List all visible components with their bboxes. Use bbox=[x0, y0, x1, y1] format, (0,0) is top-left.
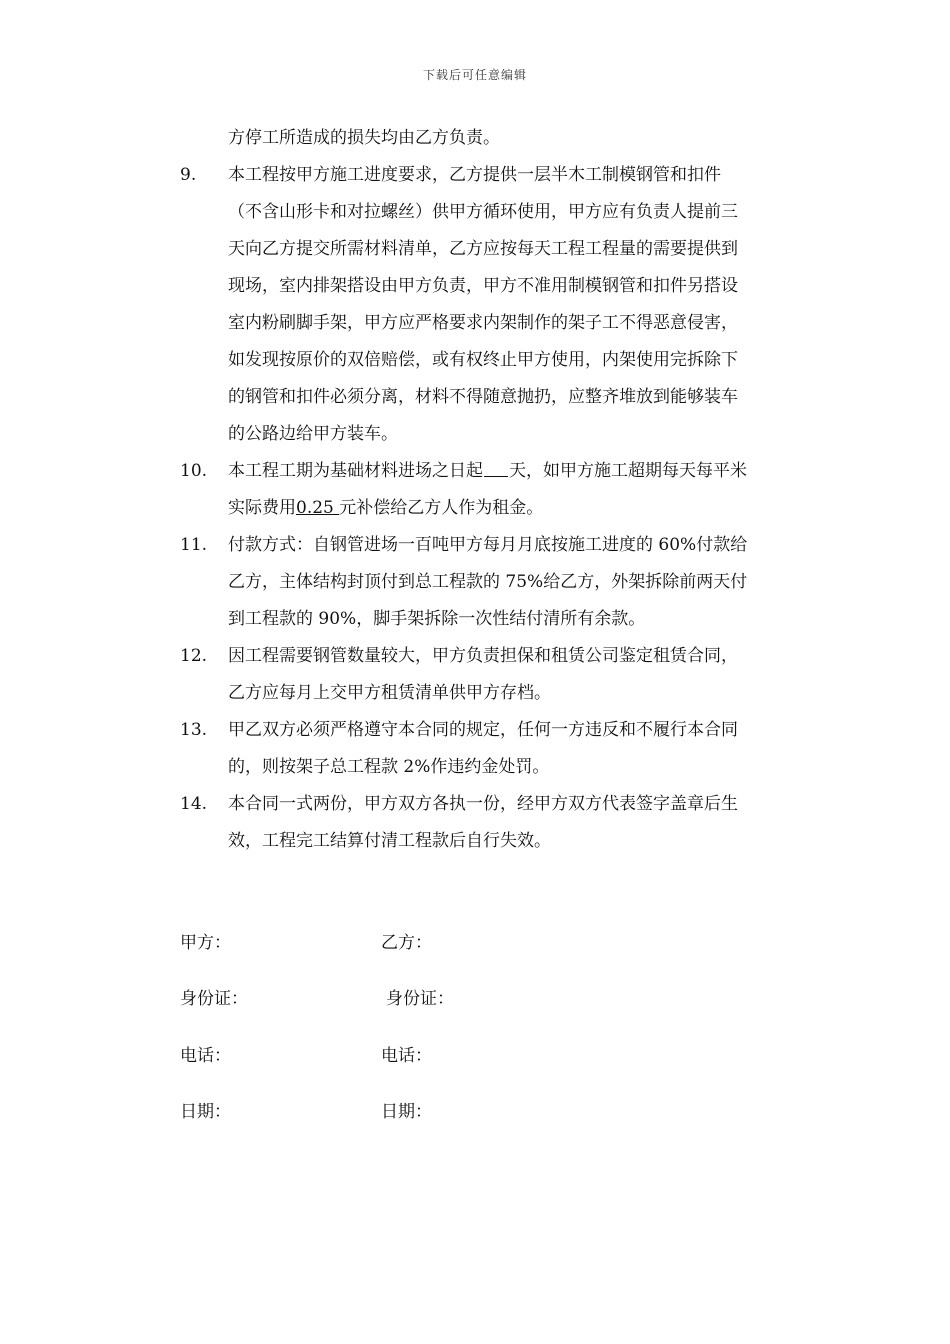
header-note: 下载后可任意编辑 bbox=[422, 68, 527, 82]
clause-14 bbox=[180, 786, 810, 860]
clause-text: 实际费用 bbox=[228, 498, 296, 518]
clause-line: 本合同一式两份，甲方双方各执一份，经甲方双方代表签字盖章后生 bbox=[228, 794, 738, 814]
clause-line: 的，则按架子总工程款 2%作违约金处罚。 bbox=[228, 757, 550, 777]
clause-line: 室内粉刷脚手架，甲方应严格要求内架制作的架子工不得恶意侵害， bbox=[228, 313, 738, 333]
phone-b-label: 电话： bbox=[381, 1046, 432, 1066]
clause-line: 甲乙双方必须严格遵守本合同的规定，任何一方违反和不履行本合同 bbox=[228, 720, 738, 740]
clause-13 bbox=[180, 712, 810, 786]
date-a-label: 日期： bbox=[180, 1102, 231, 1122]
clause-line: 效，工程完工结算付清工程款后自行失效。 bbox=[228, 831, 551, 851]
clause-line: 本工程按甲方施工进度要求，乙方提供一层半木工制模钢管和扣件 bbox=[228, 165, 721, 185]
continuation-line: 方停工所造成的损失均由乙方负责。 bbox=[228, 128, 500, 148]
contract-body bbox=[180, 120, 810, 860]
party-b-label: 乙方： bbox=[381, 933, 432, 953]
id-b-label: 身份证： bbox=[386, 989, 454, 1009]
clause-number: 11. bbox=[180, 535, 208, 555]
clause-number: 14. bbox=[180, 794, 208, 814]
clause-line: 付款方式：自钢管进场一百吨甲方每月月底按施工进度的 60%付款给 bbox=[228, 535, 748, 555]
clause-line: 天向乙方提交所需材料清单，乙方应按每天工程工程量的需要提供到 bbox=[228, 239, 738, 259]
party-a-label: 甲方： bbox=[180, 933, 231, 953]
clause-line: 乙方，主体结构封顶付到总工程款的 75%给乙方，外架拆除前两天付 bbox=[228, 572, 748, 592]
clause-number: 13. bbox=[180, 720, 208, 740]
clause-text: 本工程工期为基础材料进场之日起 bbox=[228, 461, 483, 481]
clause-number: 9. bbox=[180, 165, 197, 185]
clause-12 bbox=[180, 638, 810, 712]
clause-10 bbox=[180, 453, 810, 527]
clause-number: 10. bbox=[180, 461, 208, 481]
clause-9 bbox=[180, 157, 810, 453]
fill-in-blank bbox=[484, 459, 508, 477]
clause-text: 元补偿给乙方人作为租金。 bbox=[339, 498, 544, 518]
clause-line: 乙方应每月上交甲方租赁清单供甲方存档。 bbox=[228, 683, 551, 703]
clause-line: 的钢管和扣件必须分离，材料不得随意抛扔，应整齐堆放到能够装车 bbox=[228, 387, 738, 407]
phone-a-label: 电话： bbox=[180, 1046, 231, 1066]
clause-11 bbox=[180, 527, 810, 638]
date-b-label: 日期： bbox=[381, 1102, 432, 1122]
rent-rate-value: 0.25 bbox=[296, 498, 340, 518]
clause-line: 的公路边给甲方装车。 bbox=[228, 424, 398, 444]
clause-line: 到工程款的 90%，脚手架拆除一次性结付清所有余款。 bbox=[228, 609, 646, 629]
clause-line bbox=[228, 453, 810, 490]
clause-number: 12. bbox=[180, 646, 208, 666]
clause-line: （不含山形卡和对拉螺丝）供甲方循环使用，甲方应有负责人提前三 bbox=[228, 202, 738, 222]
clause-line: 因工程需要钢管数量较大，甲方负责担保和租赁公司鉴定租赁合同， bbox=[228, 646, 738, 666]
clause-text: 天，如甲方施工超期每天每平米 bbox=[509, 461, 747, 481]
clause-line: 如发现按原价的双倍赔偿，或有权终止甲方使用，内架使用完拆除下 bbox=[228, 350, 738, 370]
clause-line: 现场，室内排架搭设由甲方负责，甲方不准用制模钢管和扣件另搭设 bbox=[228, 276, 738, 296]
clause-line bbox=[228, 490, 810, 527]
id-a-label: 身份证： bbox=[180, 989, 248, 1009]
